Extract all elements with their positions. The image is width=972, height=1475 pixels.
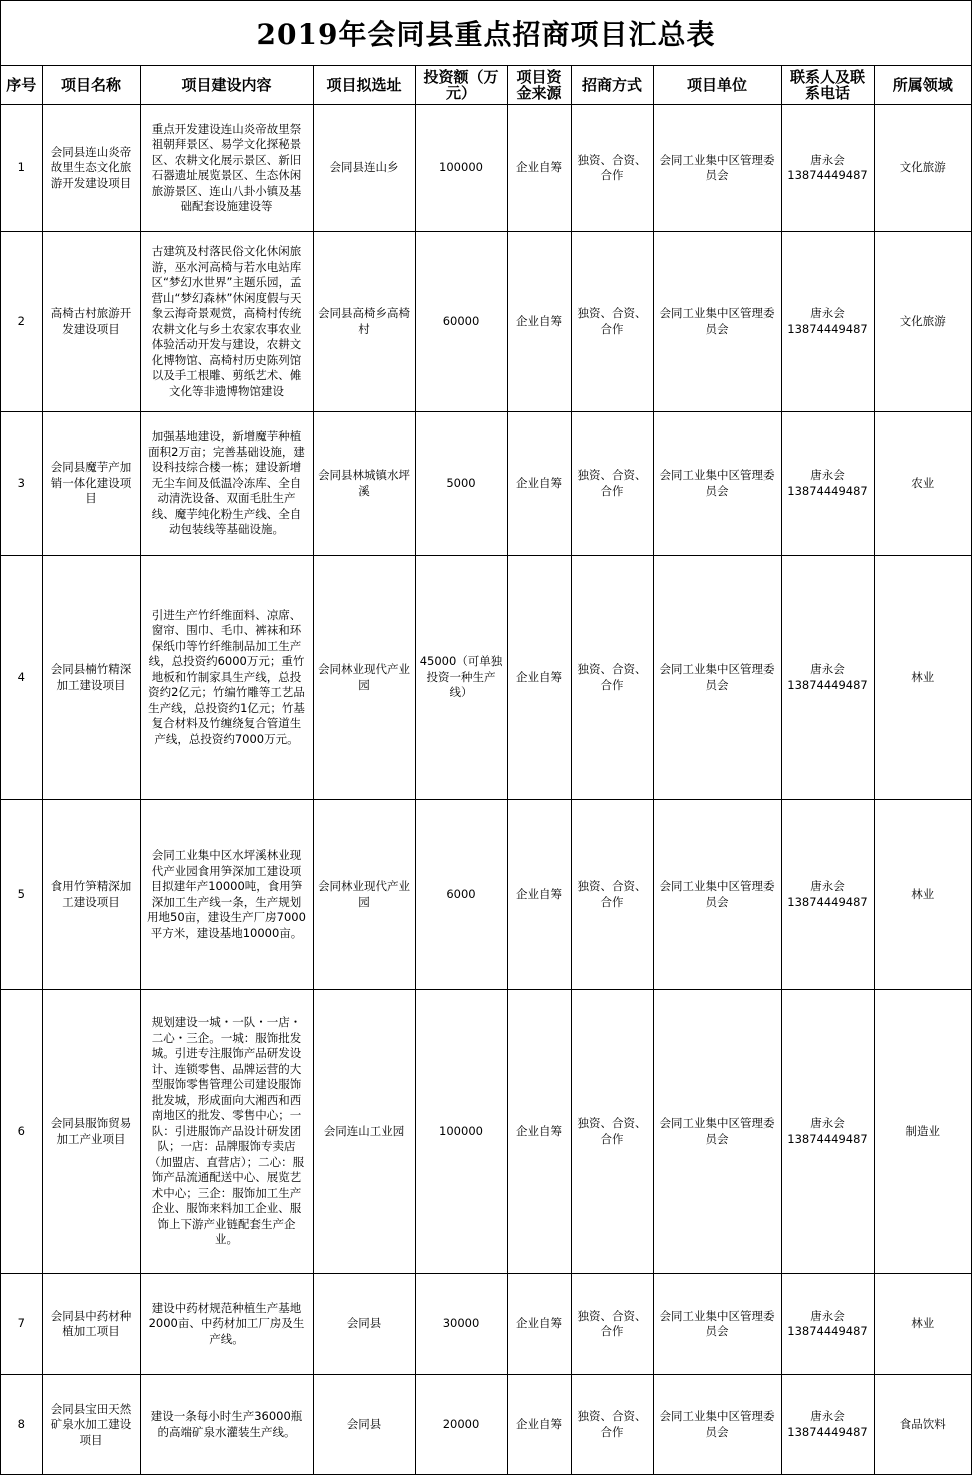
cell-content: 引进生产竹纤维面料、凉席、窗帘、围巾、毛巾、裤袜和环保纸巾等竹纤维制品加工生产线，总投资约6000万元；重竹地板和竹制家具生产线，总投资约2亿元；竹编竹雕等工艺品生产线，总投资约1亿元；竹基复合材料及竹缠绕复合管道生产线，总投资约7000万元。 <box>140 556 313 800</box>
cell-funding: 企业自筹 <box>507 232 571 412</box>
cell-unit: 会同工业集中区管理委员会 <box>653 1274 781 1375</box>
cell-location: 会同县高椅乡高椅村 <box>313 232 415 412</box>
cell-index: 2 <box>1 232 42 412</box>
table-row <box>1 105 971 232</box>
cell-investment: 5000 <box>415 412 507 556</box>
page-title: 2019年会同县重点招商项目汇总表 <box>1 1 971 66</box>
contact-name: 唐永会 <box>810 1116 845 1130</box>
table-row <box>1 412 971 556</box>
table-row <box>1 800 971 990</box>
header-method: 招商方式 <box>571 66 653 105</box>
cell-investment: 20000 <box>415 1375 507 1475</box>
cell-project-name: 食用竹笋精深加工建设项目 <box>42 800 140 990</box>
contact-name: 唐永会 <box>810 468 845 482</box>
table-row <box>1 1375 971 1475</box>
contact-phone: 13874449487 <box>787 1131 868 1146</box>
cell-unit: 会同工业集中区管理委员会 <box>653 1375 781 1475</box>
cell-method: 独资、合资、合作 <box>571 800 653 990</box>
cell-funding: 企业自筹 <box>507 556 571 800</box>
cell-funding: 企业自筹 <box>507 800 571 990</box>
cell-unit: 会同工业集中区管理委员会 <box>653 990 781 1274</box>
cell-method: 独资、合资、合作 <box>571 1274 653 1375</box>
cell-project-name: 会同县中药材种植加工项目 <box>42 1274 140 1375</box>
cell-field: 食品饮料 <box>874 1375 971 1475</box>
cell-content: 建设一条每小时生产36000瓶的高端矿泉水灌装生产线。 <box>140 1375 313 1475</box>
cell-content: 建设中药材规范种植生产基地2000亩、中药材加工厂房及生产线。 <box>140 1274 313 1375</box>
contact-phone: 13874449487 <box>787 321 868 336</box>
table-row <box>1 1274 971 1375</box>
cell-index: 7 <box>1 1274 42 1375</box>
cell-field: 农业 <box>874 412 971 556</box>
cell-index: 4 <box>1 556 42 800</box>
table-row <box>1 556 971 800</box>
contact-phone: 13874449487 <box>787 1424 868 1439</box>
contact-name: 唐永会 <box>810 1409 845 1424</box>
contact-name: 唐永会 <box>810 1308 845 1323</box>
table-row <box>1 990 971 1274</box>
cell-location: 会同县 <box>313 1274 415 1375</box>
cell-contact <box>781 556 874 800</box>
contact-name: 唐永会 <box>810 152 845 167</box>
project-table <box>1 66 971 1475</box>
cell-method: 独资、合资、合作 <box>571 990 653 1274</box>
cell-funding: 企业自筹 <box>507 412 571 556</box>
contact-phone: 13874449487 <box>787 168 868 182</box>
cell-funding: 企业自筹 <box>507 105 571 232</box>
cell-method: 独资、合资、合作 <box>571 1375 653 1475</box>
contact-name: 唐永会 <box>810 306 845 320</box>
cell-unit: 会同工业集中区管理委员会 <box>653 412 781 556</box>
cell-content: 规划建设一城・一队・一店・二心・三企。一城：服饰批发城。引进专注服饰产品研发设计、连锁零售、品牌运营的大型服饰零售管理公司建设服饰批发城，形成面向大湘西和西南地区的批发、零售中心；一队：引进服饰产品设计研发团队；一店：品牌服饰专卖店（加盟店、直营店）；二心：服饰产品流通配送中心、展览艺术中心；三企：服饰加工生产企业、服饰来料加工企业、服饰上下游产业链配套生产企业。 <box>140 990 313 1274</box>
cell-content: 重点开发建设连山炎帝故里祭祖朝拜景区、易学文化探秘景区、农耕文化展示景区、新旧石器遗址展览景区、生态休闲旅游景区、连山八卦小镇及基础配套设施建设等 <box>140 105 313 232</box>
header-location: 项目拟选址 <box>313 66 415 105</box>
cell-investment: 6000 <box>415 800 507 990</box>
cell-location: 会同林业现代产业园 <box>313 556 415 800</box>
cell-field: 文化旅游 <box>874 105 971 232</box>
cell-contact <box>781 1375 874 1475</box>
cell-unit: 会同工业集中区管理委员会 <box>653 232 781 412</box>
cell-contact <box>781 105 874 232</box>
cell-field: 制造业 <box>874 990 971 1274</box>
cell-index: 6 <box>1 990 42 1274</box>
cell-project-name: 高椅古村旅游开发建设项目 <box>42 232 140 412</box>
header-row <box>1 66 971 105</box>
cell-unit: 会同工业集中区管理委员会 <box>653 556 781 800</box>
cell-location: 会同县连山乡 <box>313 105 415 232</box>
cell-investment: 30000 <box>415 1274 507 1375</box>
header-unit: 项目单位 <box>653 66 781 105</box>
cell-method: 独资、合资、合作 <box>571 105 653 232</box>
cell-unit: 会同工业集中区管理委员会 <box>653 105 781 232</box>
contact-phone: 13874449487 <box>787 677 868 692</box>
header-name: 项目名称 <box>42 66 140 105</box>
cell-contact <box>781 990 874 1274</box>
cell-contact <box>781 232 874 412</box>
cell-content: 会同工业集中区水坪溪林业现代产业园食用笋深加工建设项目拟建年产10000吨，食用笋深加工生产线一条，生产规划用地50亩，建设生产厂房7000平方米，建设基地10000亩。 <box>140 800 313 990</box>
cell-location: 会同连山工业园 <box>313 990 415 1274</box>
cell-contact <box>781 800 874 990</box>
cell-project-name: 会同县服饰贸易加工产业项目 <box>42 990 140 1274</box>
cell-method: 独资、合资、合作 <box>571 556 653 800</box>
cell-location: 会同林业现代产业园 <box>313 800 415 990</box>
contact-name: 唐永会 <box>810 662 845 676</box>
cell-project-name: 会同县魔芋产加销一体化建设项目 <box>42 412 140 556</box>
cell-index: 1 <box>1 105 42 232</box>
contact-phone: 13874449487 <box>787 483 868 498</box>
cell-unit: 会同工业集中区管理委员会 <box>653 800 781 990</box>
cell-index: 5 <box>1 800 42 990</box>
cell-project-name: 会同县连山炎帝故里生态文化旅游开发建设项目 <box>42 105 140 232</box>
cell-field: 林业 <box>874 800 971 990</box>
cell-index: 8 <box>1 1375 42 1475</box>
cell-funding: 企业自筹 <box>507 1375 571 1475</box>
cell-investment: 60000 <box>415 232 507 412</box>
header-content: 项目建设内容 <box>140 66 313 105</box>
header-contact: 联系人及联系电话 <box>781 66 874 105</box>
cell-location: 会同县林城镇水坪溪 <box>313 412 415 556</box>
header-field: 所属领域 <box>874 66 971 105</box>
cell-investment: 45000（可单独投资一种生产线） <box>415 556 507 800</box>
cell-content: 古建筑及村落民俗文化休闲旅游，巫水河高椅与若水电站库区“梦幻水世界”主题乐园，孟营山“梦幻森林”休闲度假与天象云海奇景观赏，高椅村传统农耕文化与乡土农家农事农业体验活动开发与建设，农耕文化博物馆、高椅村历史陈列馆以及手工根雕、剪纸艺术、傩文化等非遗博物馆建设 <box>140 232 313 412</box>
cell-method: 独资、合资、合作 <box>571 412 653 556</box>
cell-field: 林业 <box>874 1274 971 1375</box>
contact-phone: 13874449487 <box>787 1324 868 1338</box>
header-funding: 项目资金来源 <box>507 66 571 105</box>
cell-contact <box>781 1274 874 1375</box>
cell-method: 独资、合资、合作 <box>571 232 653 412</box>
cell-location: 会同县 <box>313 1375 415 1475</box>
header-investment: 投资额（万元） <box>415 66 507 105</box>
header-index: 序号 <box>1 66 42 105</box>
cell-investment: 100000 <box>415 990 507 1274</box>
cell-project-name: 会同县宝田天然矿泉水加工建设项目 <box>42 1375 140 1475</box>
cell-contact <box>781 412 874 556</box>
cell-project-name: 会同县楠竹精深加工建设项目 <box>42 556 140 800</box>
table-row <box>1 232 971 412</box>
cell-content: 加强基地建设，新增魔芋种植面积2万亩；完善基础设施，建设科技综合楼一栋；建设新增无尘车间及低温冷冻库、全自动清洗设备、双面毛肚生产线、魔芋纯化粉生产线、全自动包装线等基础设施。 <box>140 412 313 556</box>
contact-phone: 13874449487 <box>787 894 868 909</box>
cell-field: 文化旅游 <box>874 232 971 412</box>
cell-investment: 100000 <box>415 105 507 232</box>
cell-funding: 企业自筹 <box>507 1274 571 1375</box>
cell-index: 3 <box>1 412 42 556</box>
cell-funding: 企业自筹 <box>507 990 571 1274</box>
cell-field: 林业 <box>874 556 971 800</box>
contact-name: 唐永会 <box>810 879 845 893</box>
